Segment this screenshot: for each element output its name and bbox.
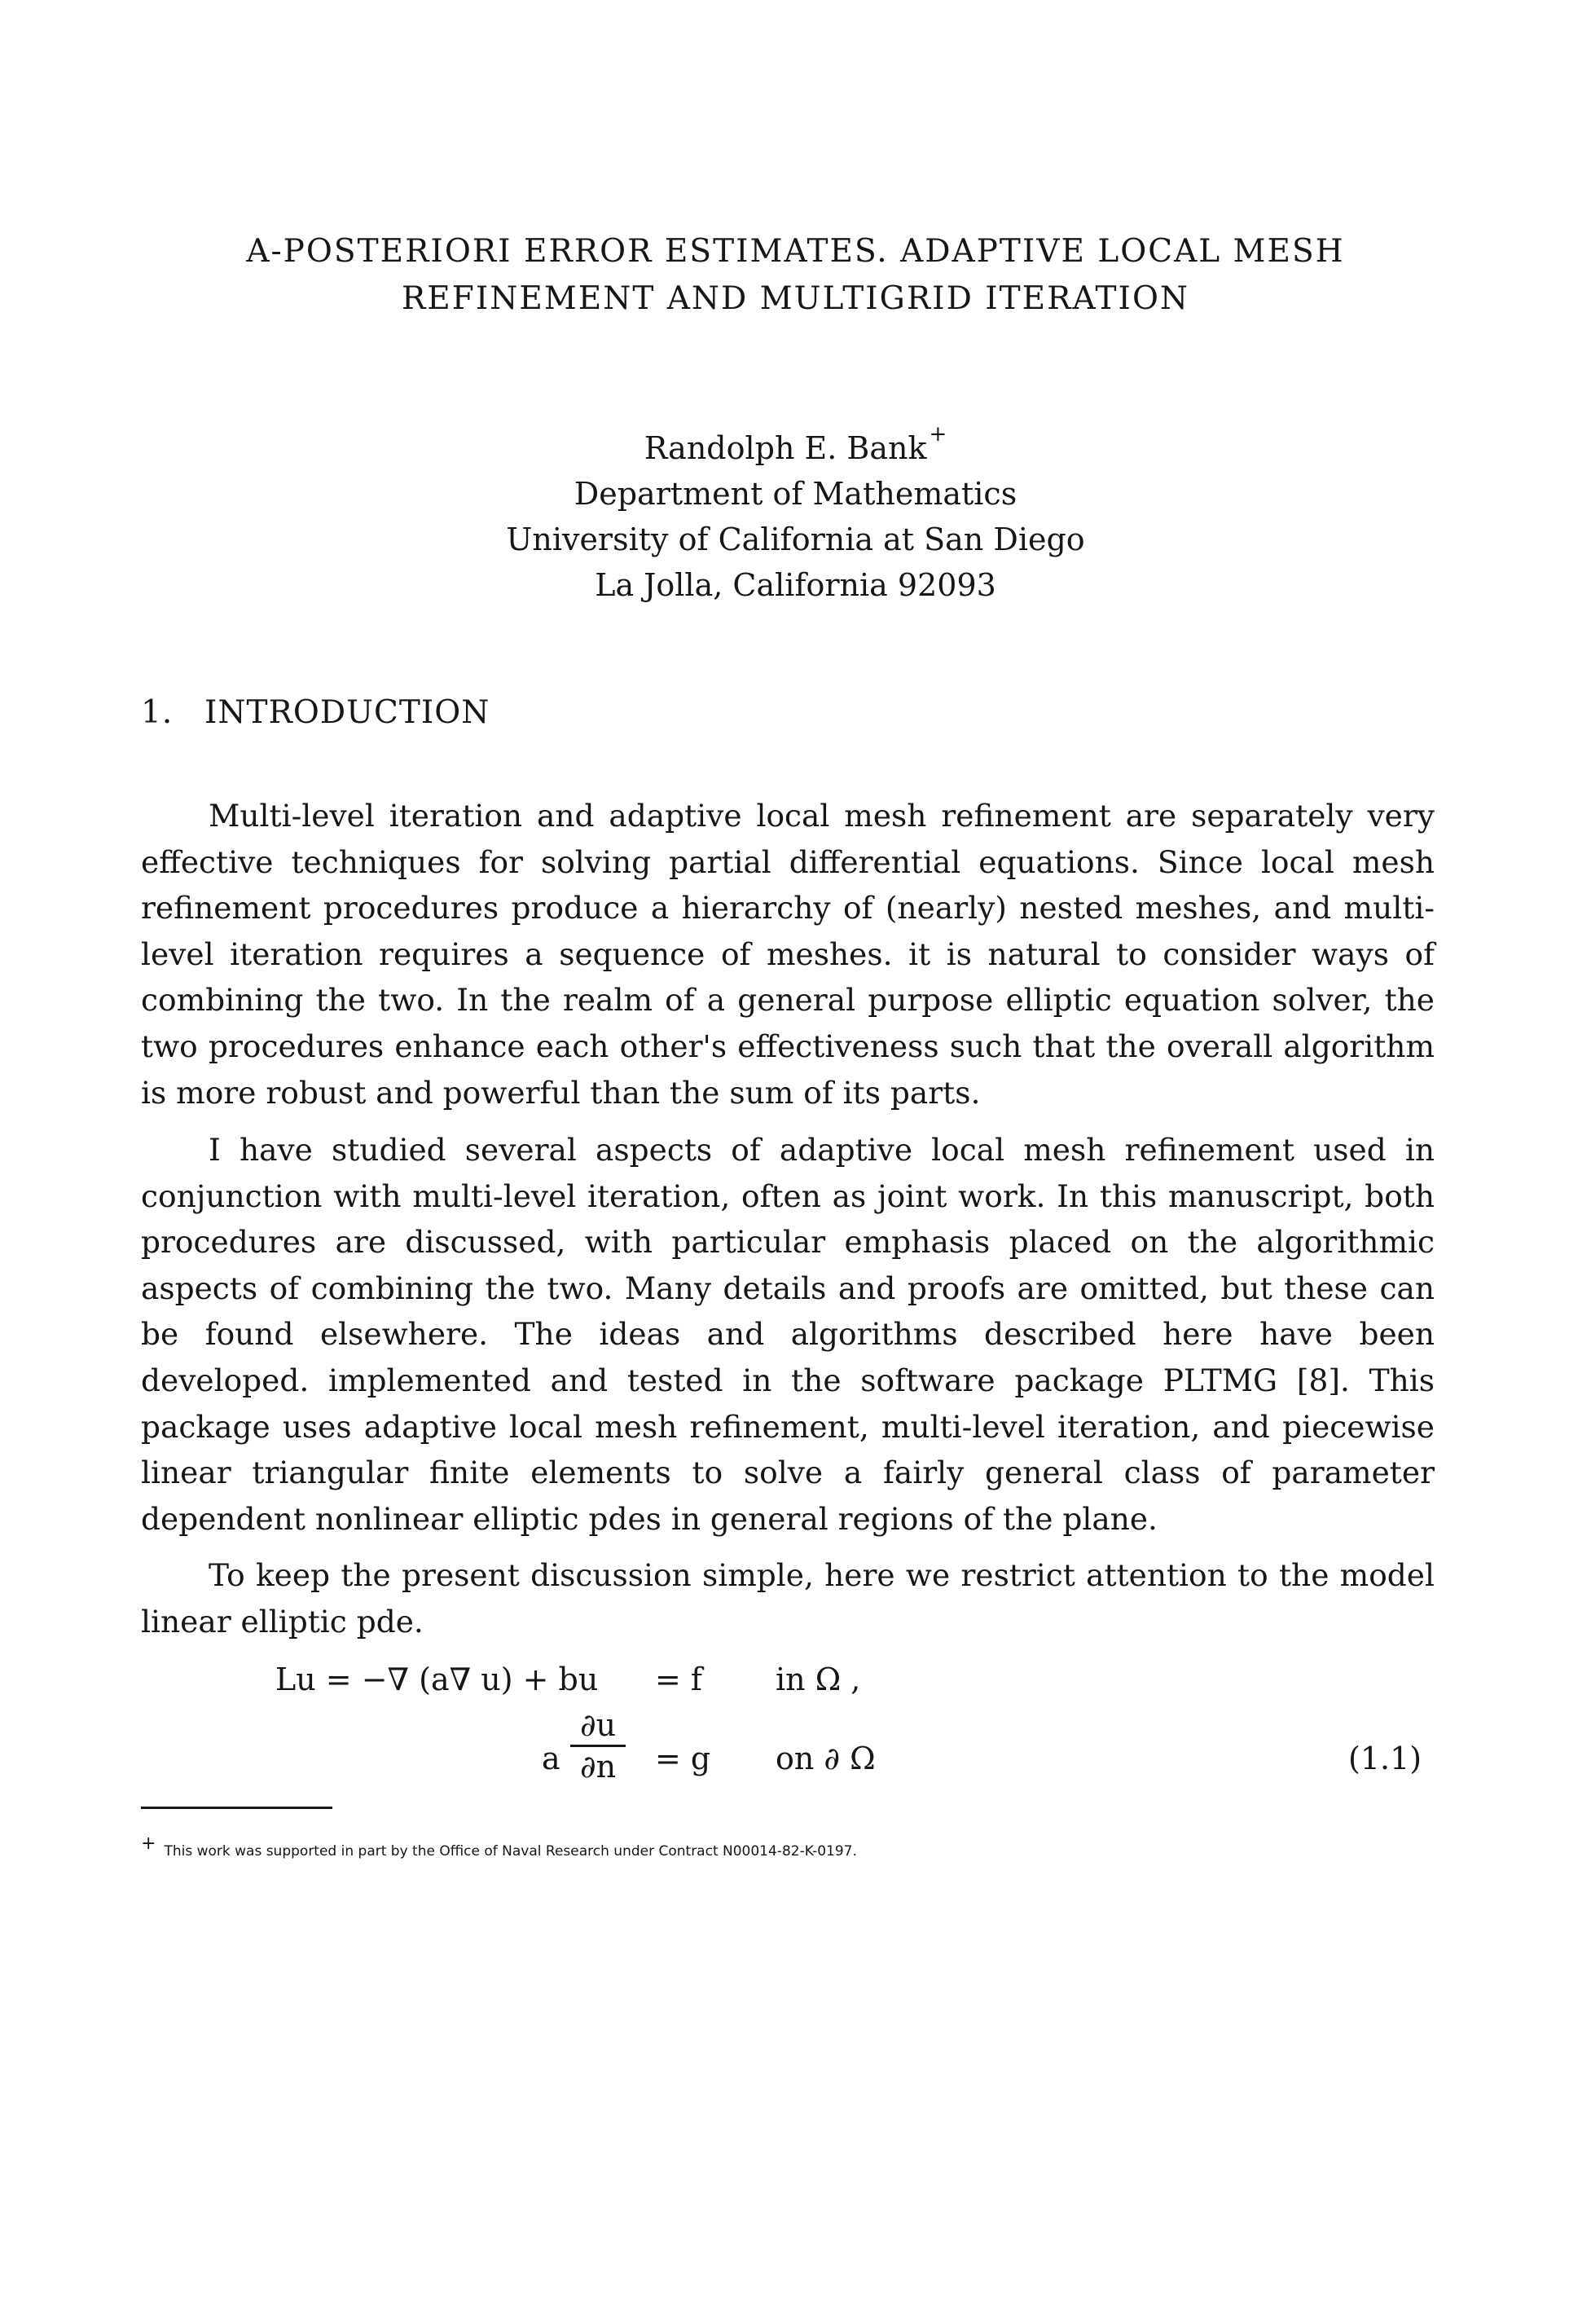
equation-fraction xyxy=(570,1706,626,1786)
affiliation-department: Department of Mathematics xyxy=(574,476,1017,512)
equation-row1-rhs: = f xyxy=(655,1662,702,1697)
affiliation-university: University of California at San Diego xyxy=(506,522,1085,557)
footnote-text: This work was supported in part by the Office of Naval Research under Contract N00014-82-K-0197. xyxy=(164,1843,857,1860)
footnote-mark: + xyxy=(141,1833,156,1854)
paper-title-line-2: REFINEMENT AND MULTIGRID ITERATION xyxy=(401,280,1190,317)
author-footnote-mark: + xyxy=(929,422,947,447)
fraction-numerator: ∂u xyxy=(579,1707,617,1743)
author-block xyxy=(0,412,1591,608)
section-title: INTRODUCTION xyxy=(204,694,490,731)
paragraph-1: Multi-level iteration and adaptive local mesh refinement are separately very effective techniques for solving partial differential equations. Since local mesh refinement procedures produce a hierarchy of (nearly) nested meshes, and multi-level iteration requires a sequence of meshes. it is natural to consider ways of combining the two. In the realm of a general purpose elliptic equation solver, the two procedures enhance each other's effectiveness such that the overall algorithm is more robust and powerful than the sum of its parts. xyxy=(141,798,1435,1111)
equation-row1-lhs: Lu = −∇ (a∇ u) + bu xyxy=(275,1662,599,1697)
paper-title-line-1: A-POSTERIORI ERROR ESTIMATES. ADAPTIVE LOCAL MESH xyxy=(246,233,1345,270)
author-line xyxy=(0,412,1591,471)
footnote-rule xyxy=(141,1807,332,1809)
paragraph-2: I have studied several aspects of adaptive local mesh refinement used in conjunction with multi-level iteration, often as joint work. In this manuscript, both procedures are discussed, with particular emphasis placed on the algorithmic aspects of combining the two. Many details and proofs are omitted, but these can be found elsewhere. The ideas and algorithms described here have been developed. implemented and tested in the software package PLTMG [8]. This package uses adaptive local mesh refinement, multi-level iteration, and piecewise linear triangular finite elements to solve a fairly general class of parameter dependent nonlinear elliptic pdes in general regions of the plane. xyxy=(141,1132,1435,1537)
author-name: Randolph E. Bank xyxy=(644,430,927,466)
affiliation-address: La Jolla, California 92093 xyxy=(595,567,996,603)
equation-number: (1.1) xyxy=(1348,1741,1422,1776)
fraction-denominator: ∂n xyxy=(579,1749,617,1785)
equation-row2-domain: on ∂ Ω xyxy=(776,1741,876,1776)
footnote xyxy=(141,1832,857,1864)
equation-row2-rhs: = g xyxy=(655,1741,711,1776)
section-heading xyxy=(141,693,490,733)
equation-row1-domain: in Ω , xyxy=(776,1662,861,1697)
paragraph-3: To keep the present discussion simple, here we restrict attention to the model linear elliptic pde. xyxy=(141,1557,1435,1640)
section-number: 1. xyxy=(141,694,174,731)
equation-row2-coefficient: a xyxy=(542,1741,560,1776)
